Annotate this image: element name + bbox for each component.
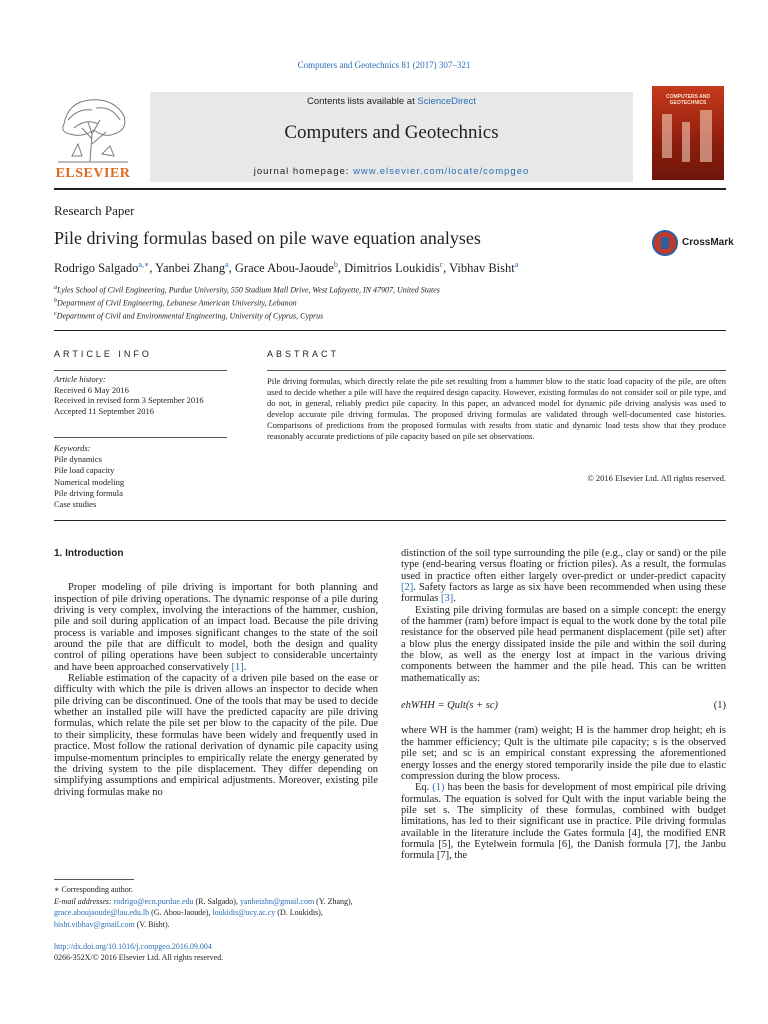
author-affiliation-marker[interactable]: b: [333, 260, 338, 269]
affiliation-marker: b: [54, 298, 57, 305]
author-separator: ,: [337, 261, 345, 276]
article-info-rule: [54, 370, 227, 371]
crossmark-icon: [652, 230, 678, 256]
elsevier-logo[interactable]: [54, 94, 132, 182]
author-name[interactable]: Rodrigo Salgado: [54, 261, 139, 276]
equation-text: ehWHH = Qult(s + sc): [401, 700, 498, 712]
keyword: Numerical modeling: [54, 476, 125, 487]
email-owner: (Y. Zhang),: [316, 896, 353, 906]
corresponding-author-note: ∗ Corresponding author.: [54, 885, 133, 894]
affiliation-text: Department of Civil and Environmental Engineering, University of Cyprus, Cyprus: [56, 311, 324, 321]
body-left-column: [54, 548, 378, 798]
doi-block: [54, 942, 223, 963]
article-title: Pile driving formulas based on pile wave equation analyses: [54, 228, 481, 248]
journal-banner: [150, 92, 633, 182]
reference-link[interactable]: [1]: [231, 661, 244, 673]
paragraph-text: Eq.: [415, 782, 433, 794]
affiliation-text: Lyles School of Civil Engineering, Purdue University, 550 Stadium Mall Drive, West Lafayette, IN 47907, United States: [57, 285, 440, 295]
author-name[interactable]: Yanbei Zhang: [155, 261, 226, 276]
author-affiliation-marker[interactable]: a: [225, 260, 229, 269]
affiliation: [54, 309, 440, 322]
contents-label: Contents lists available at: [307, 96, 418, 107]
equation: [401, 700, 726, 711]
email-owner: (V. Bisht).: [136, 919, 170, 929]
affiliation-marker: c: [54, 311, 57, 318]
paragraph-text: has been the basis for development of most empirical pile driving formulas. The equation is solved for Qult with the input variable being the pile set s. The simplicity of these formulas, combined with budget limitations, has led to their significant use in practice. Pile driving formulas available in the literature include the Gates formula [4], the modified ENR formula [5], the Eytelwein formula [6], the Danish formula [7], the Janbu formula [7], the: [401, 782, 726, 862]
cover-graphic: [682, 122, 690, 162]
section-heading: 1. Introduction: [54, 548, 124, 559]
paragraph-text: Proper modeling of pile driving is important for both planning and inspection of pile driving operations. The dynamic response of a pile during driving is very complex, involving the interactions of the hammer, cushion, pile and soil during application of an impact load. Because the pile driving process is variable and imposes significant changes to the state of the soil around the pile that are difficult to model, both the design and quality control of piling operations have been subject to considerable uncertainty and have been approached conservatively: [54, 582, 378, 673]
history-entry: Received in revised form 3 September 2016: [54, 395, 204, 405]
author-separator: ,: [228, 261, 235, 276]
keywords: [54, 443, 124, 510]
paragraph: Reliable estimation of the capacity of a driven pile based on the ease or difficulty with which the pile is driven allows an inspector to decide when pile driving can be discontinued. One of the tools that may be used to decide whether an installed pile will have the predicted capacity are pile driving formulas, which relate the pile set per blow to the capacity of the pile. Due to their simplicity, these formulas have been widely and frequently used in practice. Most follow the rational derivation of dynamic pile capacity using impulse-momentum principles to empirically relate the energy generated by the driving system to the pile displacement. They differ depending on simplifying assumptions and empirical adjustments. Moreover, existing pile driving formulas make no: [54, 673, 378, 798]
email-addresses: [54, 896, 378, 931]
issn-copyright: 0266-352X/© 2016 Elsevier Ltd. All rights reserved.: [54, 952, 224, 962]
author-affiliation-marker[interactable]: a: [514, 260, 519, 269]
paragraph: distinction of the soil type surrounding the pile (e.g., clay or sand) or the pile type (end-bearing versus floating or friction piles). As a result, the formulas used in practice often either largely over-predict or under-predict capacity [2]. Safety factors as large as six have been recommended when using these formulas [3].: [401, 548, 726, 605]
author-affiliation-marker[interactable]: a,∗: [138, 260, 150, 269]
reference-link[interactable]: [3]: [440, 593, 454, 605]
email-link[interactable]: yanbeizhn@gmail.com: [239, 896, 315, 906]
cover-graphic: [662, 114, 672, 158]
paragraph: Proper modeling of pile driving is important for both planning and inspection of pile driving operations. The dynamic response of a pile during driving is very complex, involving the interactions of the hammer, cushion, pile and soil during application of an impact load. Because the pile driving process is variable and imposes significant changes to the state of the soil around the pile that are difficult to model, both the design and quality control of piling operations have been subject to considerable uncertainty and have been approached conservatively [1].: [54, 582, 378, 673]
paragraph: where WH is the hammer (ram) weight; H is the hammer drop height; eh is the hammer efficiency; Qult is the ultimate pile capacity; s is the observed pile set; and sc is an empirical constant expressing the aforementioned energy losses and the energy stored temporarily inside the pile due to elastic compression during the blow process.: [401, 725, 726, 782]
homepage-link[interactable]: www.elsevier.com/locate/compgeo: [353, 166, 530, 177]
header-rule: [54, 188, 726, 190]
article-info-heading: ARTICLE INFO: [54, 349, 152, 359]
email-link[interactable]: grace.aboujaoude@lau.edu.lb: [54, 908, 150, 917]
keyword: Pile load capacity: [54, 465, 115, 476]
author-name[interactable]: Vibhav Bisht: [449, 261, 515, 276]
equation-link[interactable]: (1): [432, 782, 445, 794]
affiliation: [54, 283, 440, 296]
affiliation-marker: a: [54, 285, 57, 291]
affiliation-text: Department of Civil Engineering, Lebanese American University, Lebanon: [57, 298, 297, 308]
history-label: Article history:: [54, 374, 106, 384]
section-rule: [54, 330, 726, 331]
email-owner: (G. Abou-Jaoude),: [151, 908, 211, 917]
cover-graphic: [700, 110, 712, 162]
author-affiliation-marker[interactable]: c: [439, 260, 444, 269]
author-name[interactable]: Grace Abou-Jaoude: [234, 261, 334, 276]
homepage-label: journal homepage:: [253, 166, 354, 177]
journal-citation[interactable]: Computers and Geotechnics 81 (2017) 307–321: [297, 60, 471, 70]
paragraph: Existing pile driving formulas are based on a simple concept: the energy of the hammer (ram) before impact is equal to the work done by the total pile resistance for the observed pile head permanent displacement (pile set) after a blow plus the energy dissipated inside the pile and within the soil during the blow, as well as the energy lost at impact in the various driving components between the hammer and the pile head. This can be written mathematically as:: [401, 604, 726, 684]
footnote: [54, 884, 378, 930]
article-type: Research Paper: [54, 203, 135, 218]
journal-homepage: [150, 166, 633, 177]
history-entry: Received 6 May 2016: [54, 384, 129, 395]
paragraph: [401, 782, 726, 861]
keywords-label: Keywords:: [54, 443, 91, 453]
sciencedirect-link[interactable]: ScienceDirect: [417, 96, 476, 107]
keyword: Case studies: [54, 499, 97, 510]
crossmark-label: CrossMark: [682, 237, 734, 248]
abstract-heading: ABSTRACT: [267, 349, 340, 359]
publisher-logo-text: ELSEVIER: [55, 166, 131, 181]
history-entry: Accepted 11 September 2016: [54, 405, 154, 416]
crossmark-badge[interactable]: [652, 230, 732, 258]
abstract-text: Pile driving formulas, which directly relate the pile set resulting from a hammer blow to the static load capacity of the pile, are often used to decide whether a pile will have the required design capacity. However, existing formulas do not consider soil or pile type, and do not, in general, reliably predict pile capacity. In this paper, an advanced model for dynamic pile driving analysis was used to develop accurate pile driving formulas. The proposed driving formulas are validated through well-documented case histories. Comparisons of predictions from the proposed formulas with results from static and dynamic load tests show that they produce reasonably accurate predictions of pile capacity based on pile set observations.: [267, 376, 726, 442]
article-info-rule: [54, 437, 227, 438]
author-name[interactable]: Dimitrios Loukidis: [344, 261, 440, 276]
paragraph-text: distinction of the soil type surrounding the pile (e.g., clay or sand) or the pile type (end-bearing versus floating or friction piles). As a result, the formulas used in practice often either largely over-predict or under-predict capacity: [401, 548, 726, 582]
emails-label: E-mail addresses:: [54, 896, 112, 906]
body-rule: [54, 520, 726, 521]
affiliation: [54, 296, 440, 309]
abstract-copyright: © 2016 Elsevier Ltd. All rights reserved.: [587, 473, 726, 483]
footnote-rule: [54, 879, 134, 880]
author-list: [54, 260, 518, 276]
email-owner: (R. Salgado),: [195, 896, 238, 906]
author-separator: ,: [443, 261, 450, 276]
cover-title: COMPUTERS AND GEOTECHNICS: [666, 94, 710, 106]
email-owner: (D. Loukidis),: [277, 908, 323, 917]
email-link[interactable]: loukidis@ucy.ac.cy: [212, 908, 276, 917]
article-history: [54, 374, 204, 416]
affiliations: [54, 283, 440, 322]
doi-link[interactable]: http://dx.doi.org/10.1016/j.compgeo.2016.09.004: [54, 942, 212, 951]
tree-icon: [54, 94, 132, 164]
paragraph-text: . Safety factors as large as six have been recommended when using these formulas: [401, 582, 726, 605]
email-link[interactable]: bisht.vibhav@gmail.com: [54, 919, 135, 929]
equation-number: (1): [713, 700, 726, 712]
body-right-column: [401, 548, 726, 862]
keyword: Pile driving formula: [54, 487, 123, 498]
keyword: Pile dynamics: [54, 454, 102, 465]
contents-availability: [150, 96, 633, 107]
journal-cover-thumbnail[interactable]: [652, 86, 724, 180]
reference-link[interactable]: [2]: [401, 582, 414, 594]
journal-title[interactable]: Computers and Geotechnics: [284, 122, 499, 143]
email-link[interactable]: rodrigo@ecn.purdue.edu: [113, 896, 194, 906]
abstract-rule: [267, 370, 726, 371]
author-separator: ,: [149, 261, 156, 276]
